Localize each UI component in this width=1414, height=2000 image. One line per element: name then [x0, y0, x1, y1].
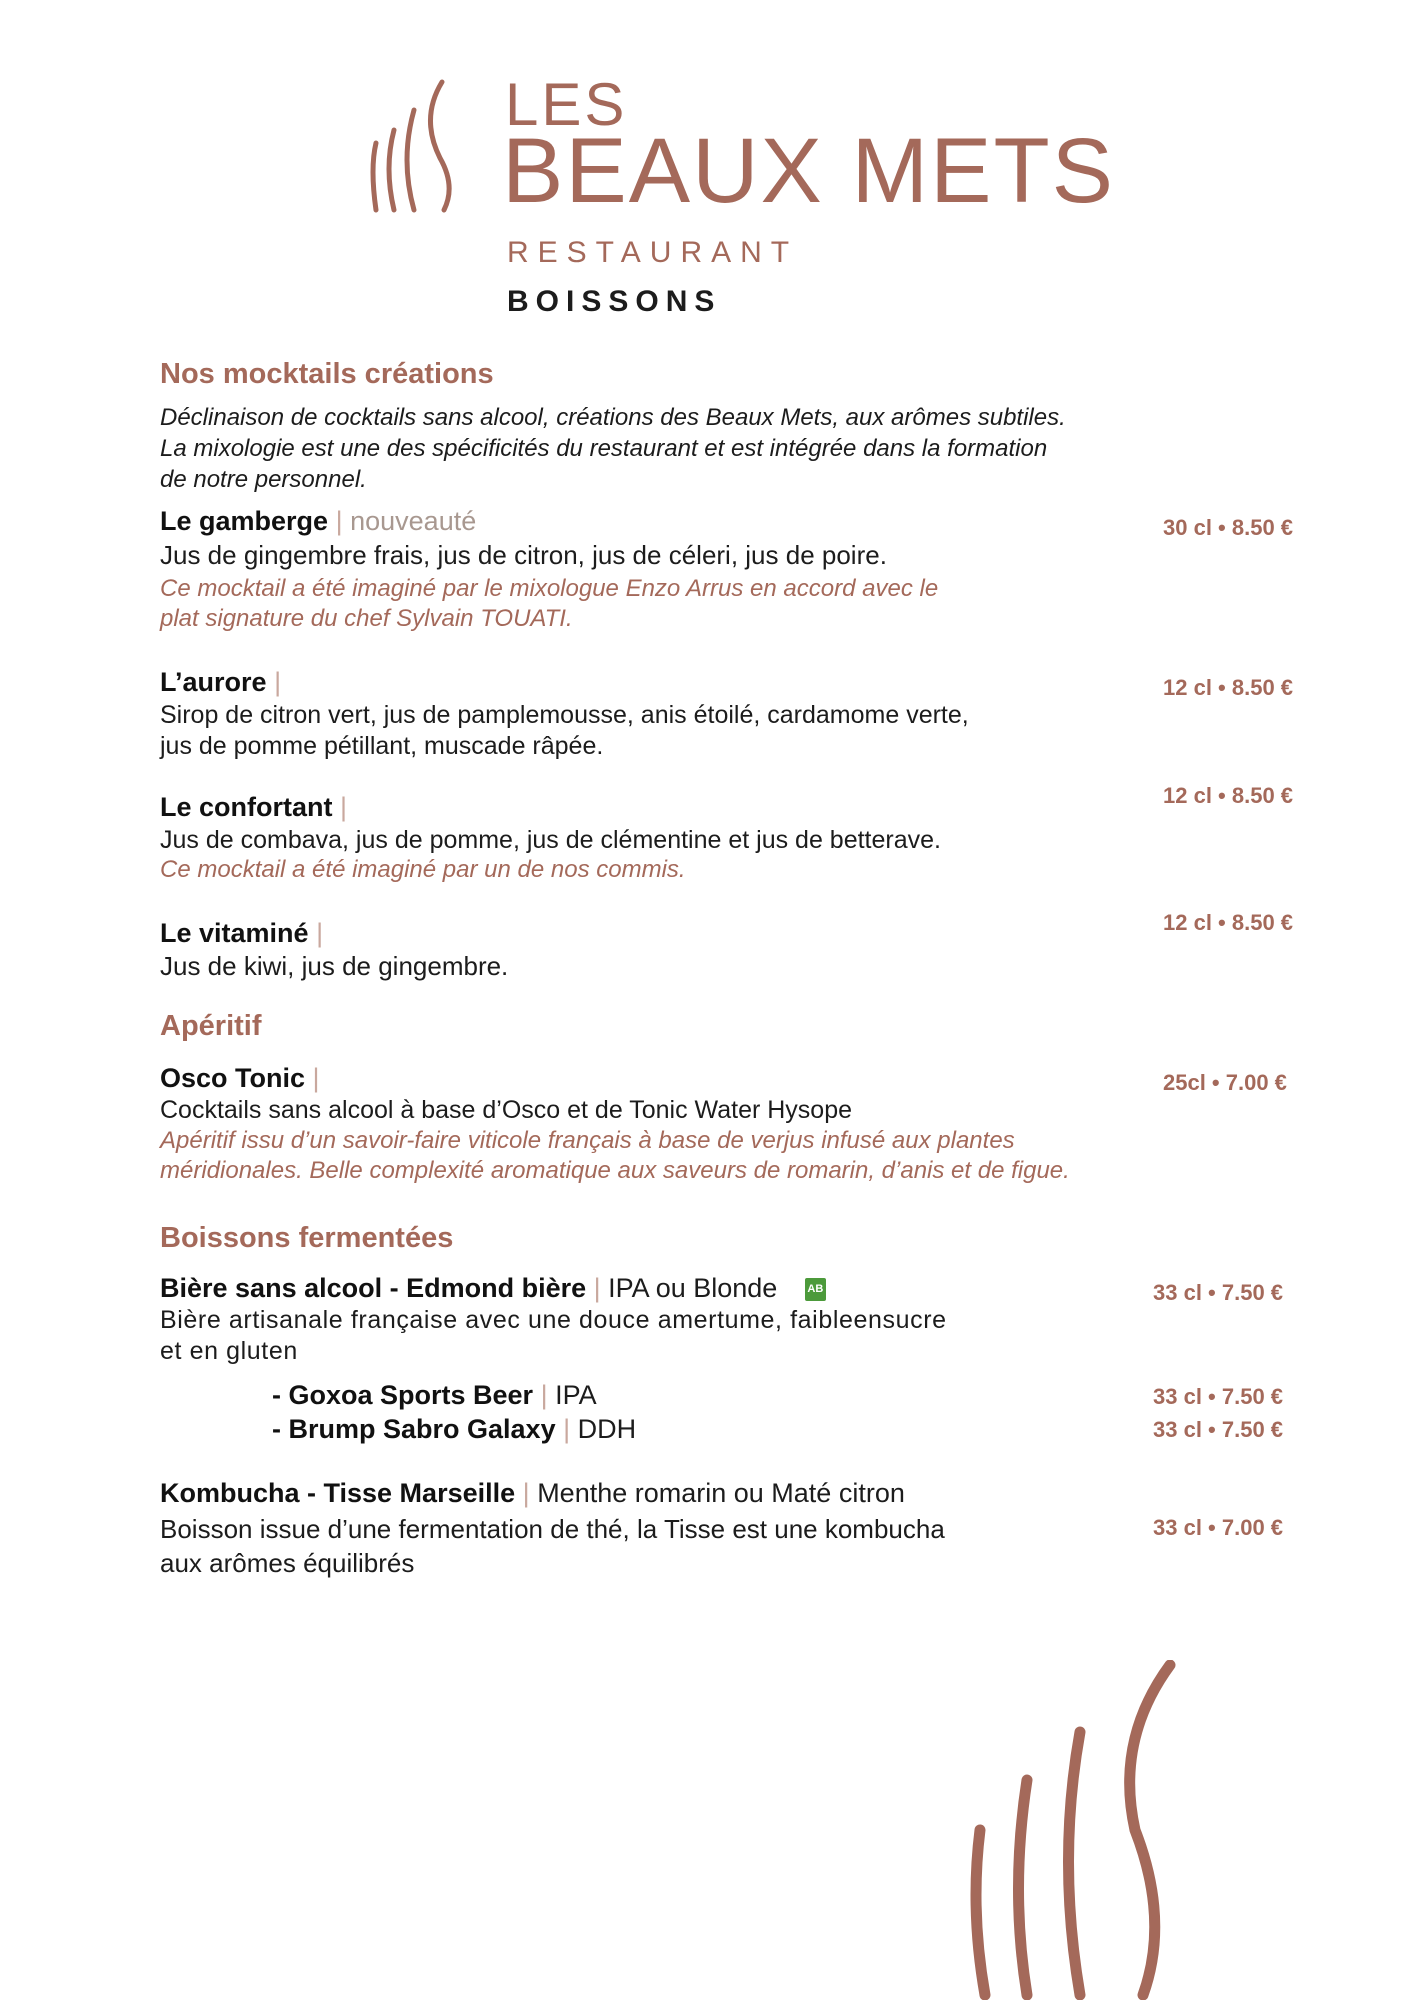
organic-ab-icon: AB: [805, 1278, 826, 1301]
desc-line: Boisson issue d’une fermentation de thé, la Tisse est une kombucha: [160, 1514, 945, 1544]
separator: |: [274, 667, 282, 697]
separator: |: [316, 918, 324, 948]
item-name: - Goxoa Sports Beer: [272, 1380, 534, 1410]
item-variant: Menthe romarin ou Maté citron: [537, 1478, 905, 1508]
price-edmond: 33 cl • 7.50 €: [1153, 1280, 1284, 1305]
logo-wave-icon: [370, 78, 470, 213]
intro-line: La mixologie est une des spécificités du restaurant et est intégrée dans la formation: [160, 435, 1048, 462]
separator: |: [563, 1414, 571, 1444]
item-name: Kombucha - Tisse Marseille: [160, 1478, 516, 1508]
separator: |: [340, 792, 348, 822]
price-confortant: 12 cl • 8.50 €: [1163, 783, 1294, 808]
section-title-aperitif: Apéritif: [160, 1010, 262, 1042]
item-name: - Brump Sabro Galaxy: [272, 1414, 556, 1444]
separator: |: [335, 506, 343, 536]
item-variant: IPA ou Blonde: [608, 1273, 778, 1303]
item-name-vitamine: [160, 918, 323, 949]
item-name: Le gamberge: [160, 506, 329, 536]
note-line: Apéritif issu d’un savoir-faire viticole français à base de verjus infusé aux plantes: [160, 1127, 1015, 1154]
item-name-gamberge: [160, 506, 476, 537]
price-vitamine: 12 cl • 8.50 €: [1163, 910, 1294, 935]
mocktails-intro: [160, 402, 1170, 495]
new-tag: nouveauté: [350, 506, 477, 536]
logo-restaurant: RESTAURANT: [507, 236, 799, 269]
item-desc: Jus de gingembre frais, jus de citron, jus de céleri, jus de poire.: [160, 540, 887, 570]
note-line: méridionales. Belle complexité aromatique aux saveurs de romarin, d’anis et de figue.: [160, 1157, 1070, 1184]
item-name-osco: [160, 1063, 320, 1094]
price-osco: 25cl • 7.00 €: [1163, 1070, 1287, 1095]
price-kombucha: 33 cl • 7.00 €: [1153, 1515, 1284, 1540]
item-variant: DDH: [577, 1414, 637, 1444]
item-desc: [160, 1512, 945, 1580]
separator: |: [593, 1273, 601, 1303]
item-name-aurore: [160, 667, 281, 698]
item-name-confortant: [160, 792, 347, 823]
item-name: Osco Tonic: [160, 1063, 306, 1093]
item-note: Ce mocktail a été imaginé par un de nos commis.: [160, 856, 686, 883]
item-desc: Jus de combava, jus de pomme, jus de clémentine et jus de betterave.: [160, 826, 941, 854]
desc-line: aux arômes équilibrés: [160, 1548, 415, 1578]
item-name-edmond: [160, 1273, 826, 1304]
item-desc: Jus de kiwi, jus de gingembre.: [160, 951, 509, 981]
page-title: BOISSONS: [507, 285, 722, 318]
item-name: L’aurore: [160, 667, 267, 697]
sub-item-goxoa: [272, 1380, 597, 1411]
note-line: plat signature du chef Sylvain TOUATI.: [160, 605, 573, 632]
item-name: Le confortant: [160, 792, 333, 822]
separator: |: [312, 1063, 320, 1093]
separator: |: [522, 1478, 530, 1508]
desc-line: jus de pomme pétillant, muscade râpée.: [160, 732, 604, 760]
price-gamberge: 30 cl • 8.50 €: [1163, 515, 1294, 540]
decorative-waves-icon: [965, 1660, 1215, 2000]
item-note: [160, 1126, 1070, 1186]
item-variant: IPA: [555, 1380, 597, 1410]
intro-line: de notre personnel.: [160, 466, 367, 493]
desc-line: Sirop de citron vert, jus de pamplemousse, anis étoilé, cardamome verte,: [160, 701, 969, 729]
logo-beaux-mets: BEAUX METS: [502, 120, 1116, 222]
desc-line: Bière artisanale française avec une douce amertume, faibleensucre: [160, 1306, 947, 1334]
item-name: Bière sans alcool - Edmond bière: [160, 1273, 587, 1303]
sub-item-brump: [272, 1414, 636, 1445]
intro-line: Déclinaison de cocktails sans alcool, créations des Beaux Mets, aux arômes subtiles.: [160, 404, 1066, 431]
section-title-mocktails: Nos mocktails créations: [160, 358, 494, 390]
separator: |: [540, 1380, 548, 1410]
section-title-fermentees: Boissons fermentées: [160, 1222, 454, 1254]
item-desc: [160, 1305, 947, 1367]
price-aurore: 12 cl • 8.50 €: [1163, 675, 1294, 700]
desc-line: et en gluten: [160, 1337, 298, 1365]
price-brump: 33 cl • 7.50 €: [1153, 1417, 1284, 1442]
item-name: Le vitaminé: [160, 918, 309, 948]
item-name-kombucha: [160, 1478, 905, 1509]
note-line: Ce mocktail a été imaginé par le mixologue Enzo Arrus en accord avec le: [160, 575, 939, 602]
item-desc: Cocktails sans alcool à base d’Osco et de Tonic Water Hysope: [160, 1096, 853, 1124]
logo-les: LES: [505, 71, 628, 138]
item-desc: [160, 700, 969, 762]
price-goxoa: 33 cl • 7.50 €: [1153, 1384, 1284, 1409]
item-note: [160, 574, 938, 634]
